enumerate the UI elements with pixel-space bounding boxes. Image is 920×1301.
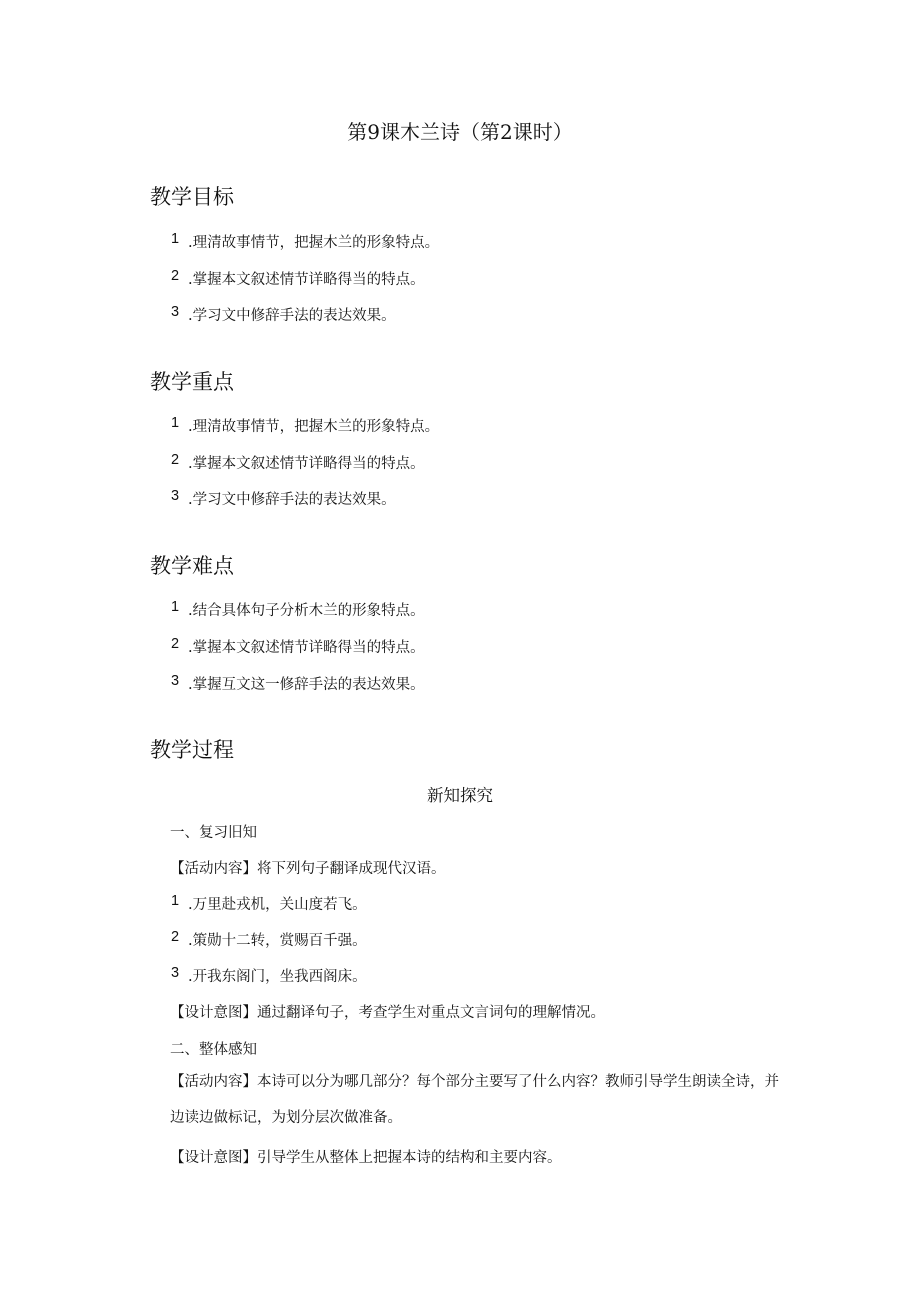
heading-difficulties: 教学难点 xyxy=(150,554,234,578)
item-text: .掌握本文叙述情节详略得当的特点。 xyxy=(188,456,425,472)
design-intent: 【设计意图】通过翻译句子，考查学生对重点文言词句的理解情况。 xyxy=(170,1005,605,1021)
item-number: 2 xyxy=(171,452,180,468)
item-text: .理清故事情节，把握木兰的形象特点。 xyxy=(188,235,440,251)
item-text: .万里赴戎机，关山度若飞。 xyxy=(188,897,367,913)
heading-objectives: 教学目标 xyxy=(150,185,234,209)
item-text: .掌握本文叙述情节详略得当的特点。 xyxy=(188,640,425,656)
item-text: .开我东阁门，坐我西阁床。 xyxy=(188,969,367,985)
item-text: .策勋十二转，赏赐百千强。 xyxy=(188,933,367,949)
item-text: .学习文中修辞手法的表达效果。 xyxy=(188,492,396,508)
activity-content: 【活动内容】本诗可以分为哪几部分？每个部分主要写了什么内容？教师引导学生朗读全诗，并边读边做标记，为划分层次做准备。 xyxy=(170,1074,779,1126)
item-number: 3 xyxy=(171,488,180,504)
heading-process: 教学过程 xyxy=(150,738,234,762)
item-number: 3 xyxy=(171,304,180,320)
item-text: .学习文中修辞手法的表达效果。 xyxy=(188,308,396,324)
activity-content: 【活动内容】将下列句子翻译成现代汉语。 xyxy=(170,861,446,877)
item-number: 1 xyxy=(171,231,180,247)
item-number: 3 xyxy=(171,965,180,981)
section-subheading: 新知探究 xyxy=(427,786,493,805)
design-intent: 【设计意图】引导学生从整体上把握本诗的结构和主要内容。 xyxy=(170,1150,562,1166)
item-text: .掌握本文叙述情节详略得当的特点。 xyxy=(188,272,425,288)
item-number: 2 xyxy=(171,636,180,652)
item-text: .掌握互文这一修辞手法的表达效果。 xyxy=(188,677,425,693)
heading-key-points: 教学重点 xyxy=(150,370,234,394)
item-number: 1 xyxy=(171,415,180,431)
item-number: 1 xyxy=(171,893,180,909)
part-label: 一、复习旧知 xyxy=(170,825,257,841)
item-number: 2 xyxy=(171,268,180,284)
item-number: 1 xyxy=(171,599,180,615)
page-title: 第9课木兰诗（第2课时） xyxy=(347,120,573,144)
item-number: 3 xyxy=(171,673,180,689)
item-text: .结合具体句子分析木兰的形象特点。 xyxy=(188,603,425,619)
item-text: .理清故事情节，把握木兰的形象特点。 xyxy=(188,419,440,435)
part-label: 二、整体感知 xyxy=(170,1042,257,1058)
item-number: 2 xyxy=(171,929,180,945)
